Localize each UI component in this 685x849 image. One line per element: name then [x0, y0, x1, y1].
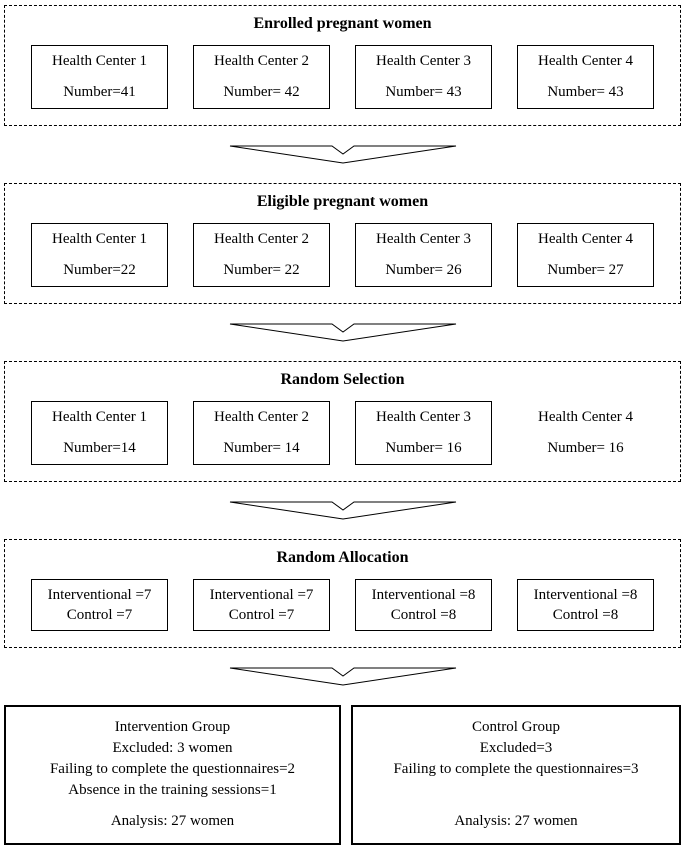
control-analysis: Analysis: 27 women — [454, 813, 578, 829]
control-count: Control =7 — [228, 606, 295, 623]
section-random-allocation — [4, 539, 681, 648]
health-center-number: Number= 16 — [547, 440, 624, 456]
health-center-label: Health Center 2 — [214, 53, 309, 69]
health-center-number: Number= 16 — [385, 440, 462, 456]
section-enrolled — [4, 5, 681, 126]
control-group-title: Control Group — [472, 719, 560, 735]
health-center-number: Number= 14 — [223, 440, 300, 456]
arrow-row — [4, 145, 681, 165]
section-random-selection — [4, 361, 681, 482]
health-center-label: Health Center 3 — [376, 231, 471, 247]
arrow-down-icon — [228, 501, 458, 521]
health-center-number: Number=22 — [63, 262, 136, 278]
outcome-row — [4, 705, 681, 845]
eligible-box-row — [5, 223, 680, 303]
health-center-number: Number= 26 — [385, 262, 462, 278]
health-center-box — [517, 45, 654, 109]
health-center-number: Number= 43 — [547, 84, 624, 100]
health-center-number: Number= 27 — [547, 262, 624, 278]
health-center-box — [355, 45, 492, 109]
arrow-row — [4, 323, 681, 343]
section-eligible — [4, 183, 681, 304]
intervention-group-title: Intervention Group — [114, 719, 231, 735]
health-center-label: Health Center 1 — [52, 53, 147, 69]
health-center-label: Health Center 1 — [52, 409, 147, 425]
control-count: Control =8 — [552, 606, 619, 623]
interventional-count: Interventional =8 — [371, 586, 476, 603]
control-count: Control =7 — [66, 606, 133, 623]
health-center-box — [193, 401, 330, 465]
health-center-number: Number=41 — [63, 84, 136, 100]
health-center-box — [193, 45, 330, 109]
intervention-excluded: Excluded: 3 women — [112, 740, 233, 756]
arrow-row — [4, 501, 681, 521]
control-failing-questionnaires: Failing to complete the questionnaires=3 — [393, 761, 639, 777]
control-excluded: Excluded=3 — [479, 740, 553, 756]
arrow-down-icon — [228, 145, 458, 165]
intervention-absence-sessions: Absence in the training sessions=1 — [68, 782, 277, 798]
health-center-label: Health Center 1 — [52, 231, 147, 247]
random-allocation-box-row — [5, 579, 680, 647]
section-eligible-title: Eligible pregnant women — [256, 193, 429, 210]
enrolled-box-row — [5, 45, 680, 125]
intervention-group-box — [4, 705, 341, 845]
health-center-label: Health Center 2 — [214, 409, 309, 425]
health-center-label: Health Center 4 — [538, 409, 633, 425]
health-center-box — [193, 223, 330, 287]
health-center-number: Number= 43 — [385, 84, 462, 100]
arrow-down-icon — [228, 323, 458, 343]
intervention-failing-questionnaires: Failing to complete the questionnaires=2 — [49, 761, 296, 777]
section-enrolled-title: Enrolled pregnant women — [253, 15, 432, 32]
health-center-label: Health Center 4 — [538, 231, 633, 247]
arrow-row — [4, 667, 681, 687]
allocation-box — [355, 579, 492, 631]
health-center-number: Number= 22 — [223, 262, 300, 278]
health-center-box — [355, 223, 492, 287]
health-center-box — [31, 401, 168, 465]
health-center-label: Health Center 3 — [376, 53, 471, 69]
health-center-box — [517, 223, 654, 287]
health-center-label: Health Center 3 — [376, 409, 471, 425]
intervention-analysis: Analysis: 27 women — [110, 813, 235, 829]
health-center-label: Health Center 2 — [214, 231, 309, 247]
allocation-box — [517, 579, 654, 631]
allocation-box — [193, 579, 330, 631]
health-center-box — [31, 45, 168, 109]
interventional-count: Interventional =7 — [47, 586, 152, 603]
control-group-box — [351, 705, 681, 845]
health-center-label: Health Center 4 — [538, 53, 633, 69]
health-center-number: Number=14 — [63, 440, 136, 456]
control-count: Control =8 — [390, 606, 457, 623]
section-random-allocation-title: Random Allocation — [276, 549, 409, 566]
health-center-number: Number= 42 — [223, 84, 300, 100]
interventional-count: Interventional =7 — [209, 586, 314, 603]
interventional-count: Interventional =8 — [533, 586, 638, 603]
health-center-box — [517, 401, 654, 465]
random-selection-box-row — [5, 401, 680, 481]
section-random-selection-title: Random Selection — [280, 371, 405, 388]
arrow-down-icon — [228, 667, 458, 687]
health-center-box — [31, 223, 168, 287]
health-center-box — [355, 401, 492, 465]
allocation-box — [31, 579, 168, 631]
